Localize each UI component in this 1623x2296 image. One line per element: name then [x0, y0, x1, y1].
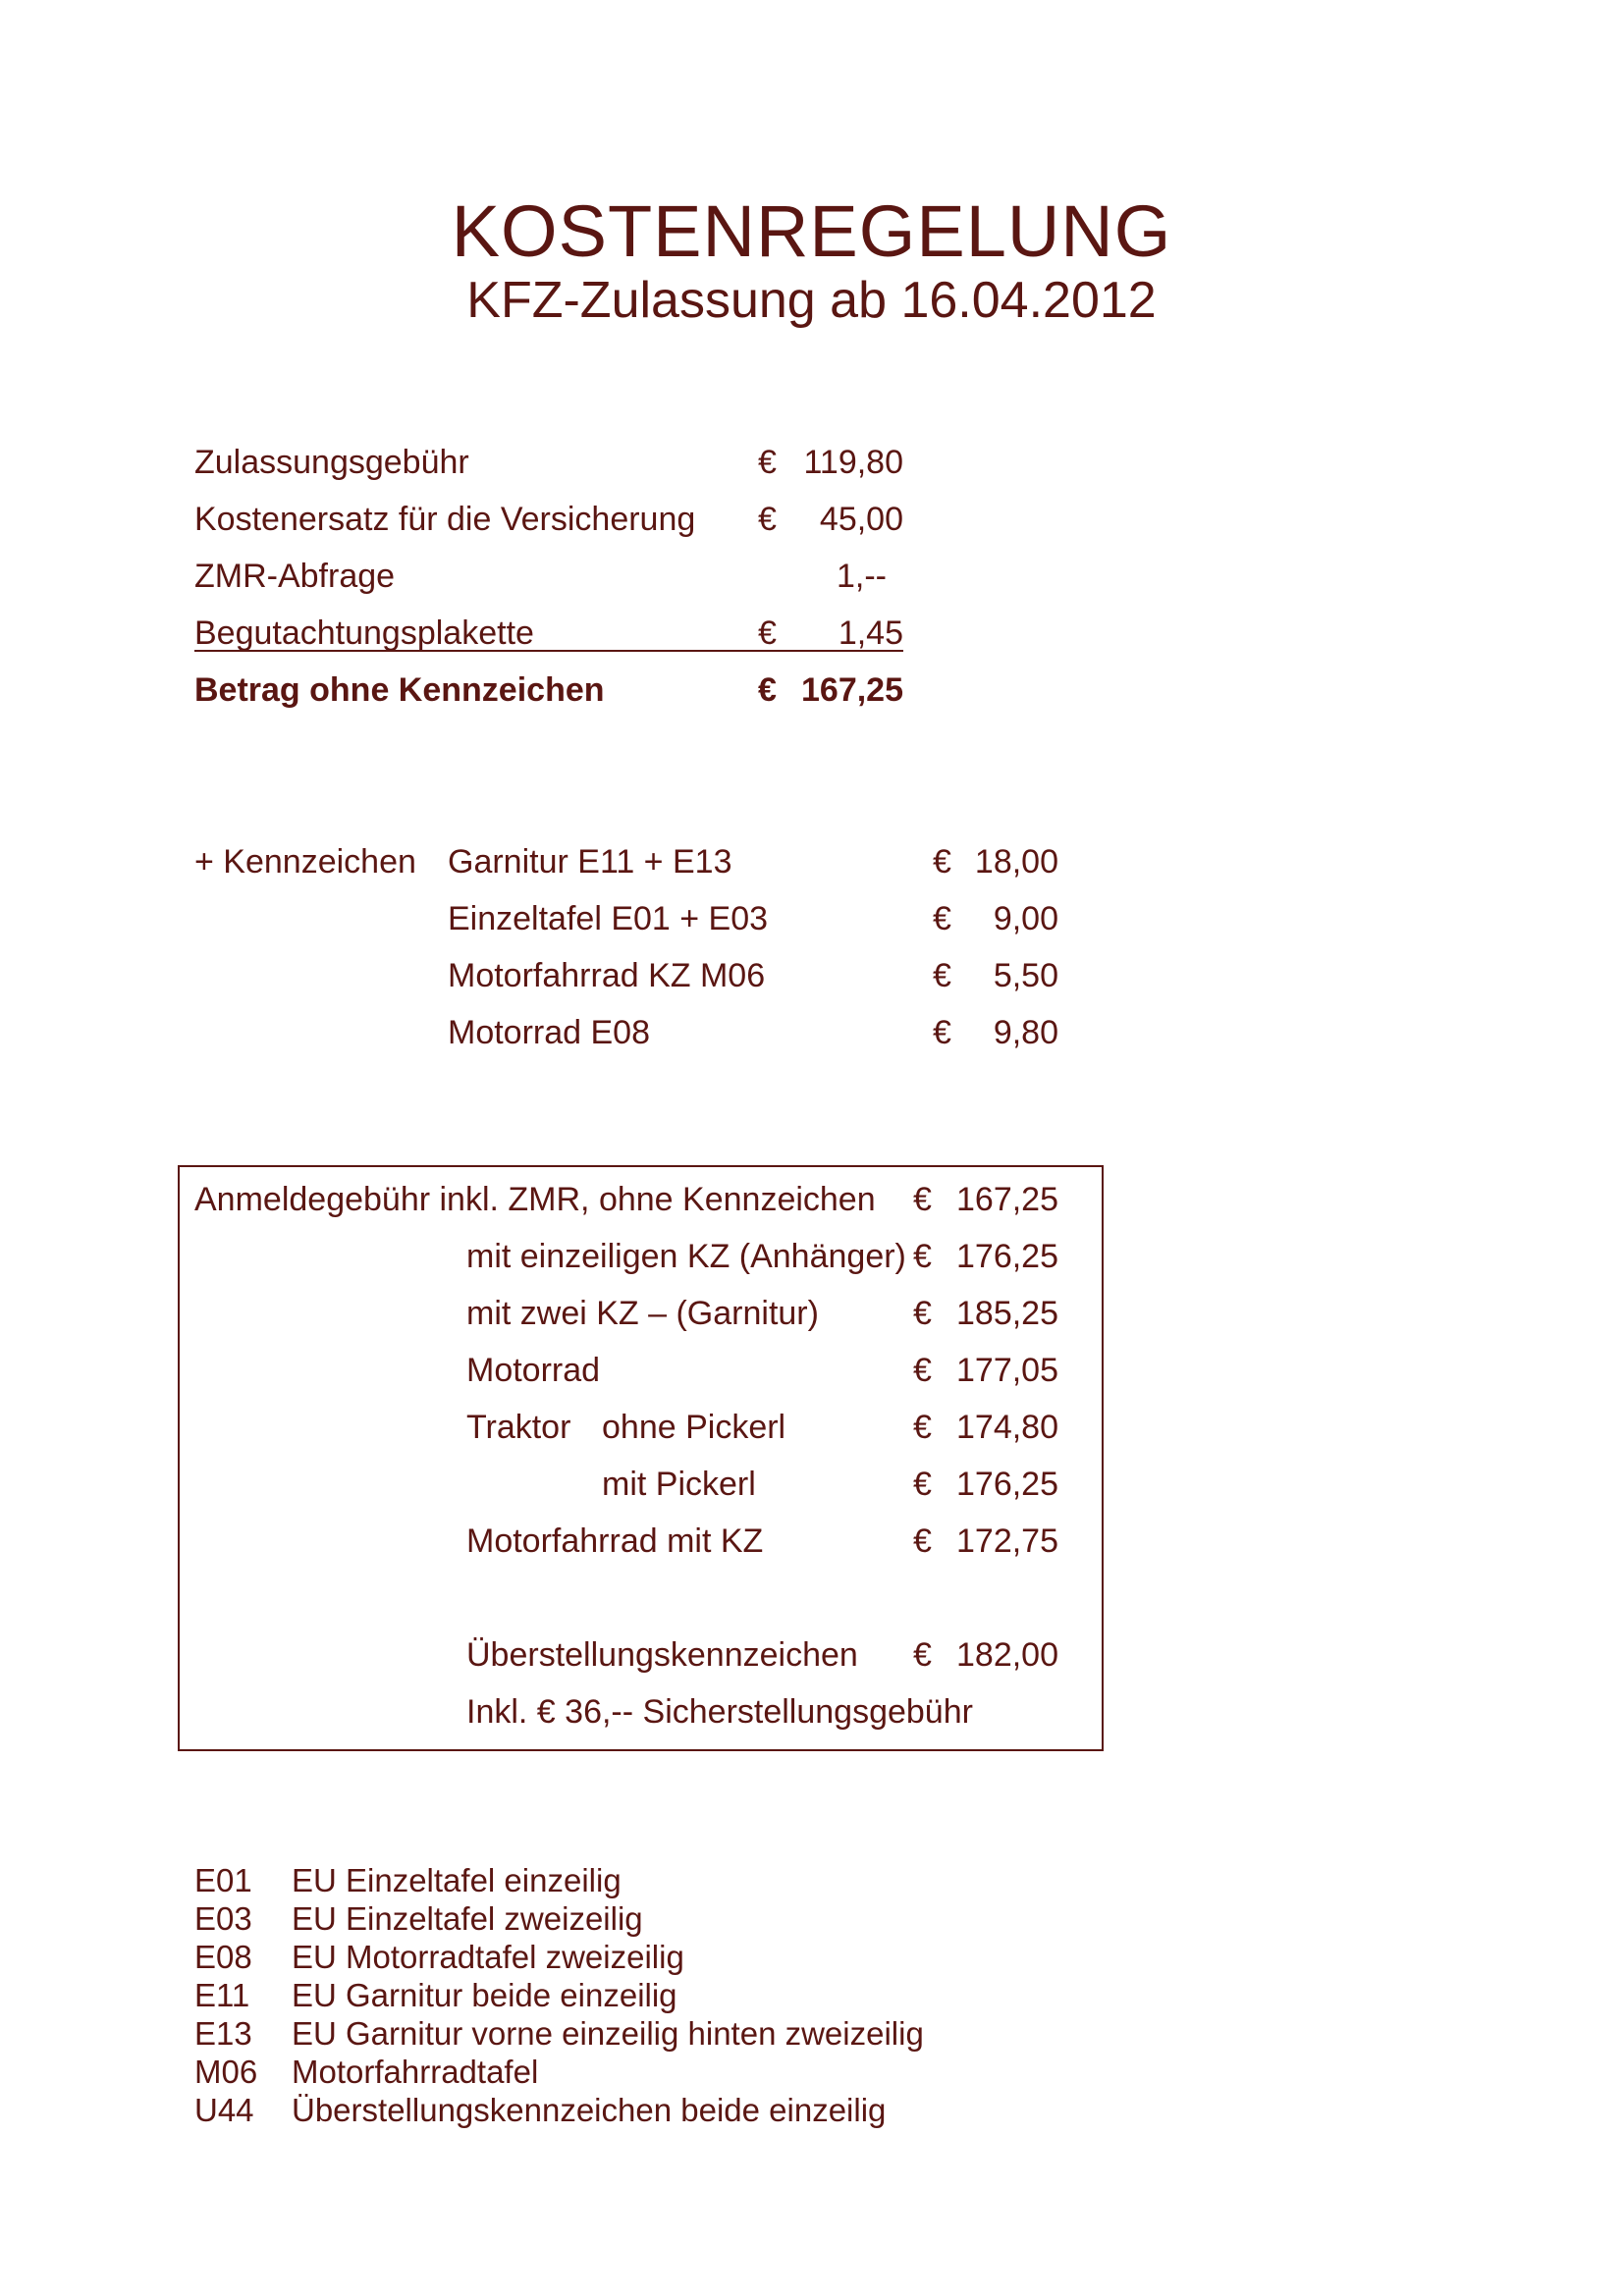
code-desc: EU Motorradtafel zweizeilig	[292, 1939, 684, 1975]
fee-label: Kostenersatz für die Versicherung	[194, 501, 696, 538]
fee-amount: 45,00	[819, 501, 903, 538]
code-id: E01	[194, 1862, 252, 1898]
plate-currency: €	[933, 957, 951, 994]
summary-label: Motorfahrrad mit KZ	[466, 1522, 764, 1560]
plate-currency: €	[933, 900, 951, 937]
fee-currency: €	[758, 501, 777, 538]
summary-label: Motorrad	[466, 1352, 601, 1389]
code-desc: Überstellungskennzeichen beide einzeilig	[292, 2092, 887, 2128]
plate-amount: 9,00	[993, 900, 1058, 937]
summary-amount: 176,25	[956, 1466, 1058, 1503]
plate-amount: 18,00	[974, 843, 1058, 881]
summary-note: Inkl. € 36,-- Sicherstellungsgebühr	[466, 1693, 973, 1731]
summary-currency: €	[913, 1466, 932, 1503]
summary-amount: 174,80	[956, 1409, 1058, 1446]
fee-currency: €	[758, 444, 777, 481]
traktor-mit-label: mit Pickerl	[602, 1466, 756, 1503]
summary-currency: €	[913, 1409, 932, 1446]
summary-currency: €	[913, 1636, 932, 1674]
fee-amount: 1,--	[837, 558, 887, 595]
code-id: E13	[194, 2015, 252, 2052]
sum-underline	[194, 650, 903, 652]
fee-currency: €	[758, 614, 777, 652]
code-id: E03	[194, 1900, 252, 1937]
plate-amount: 5,50	[993, 957, 1058, 994]
summary-currency: €	[913, 1522, 932, 1560]
summary-amount: 182,00	[956, 1636, 1058, 1674]
plate-currency: €	[933, 1014, 951, 1051]
fee-amount: 1,45	[838, 614, 903, 652]
summary-currency: €	[913, 1352, 932, 1389]
page-subtitle: KFZ-Zulassung ab 16.04.2012	[466, 272, 1157, 329]
fee-label: Begutachtungsplakette	[194, 614, 534, 652]
traktor-label: Traktor	[466, 1409, 571, 1446]
code-desc: EU Garnitur beide einzeilig	[292, 1977, 677, 2013]
summary-amount: 177,05	[956, 1352, 1058, 1389]
code-desc: EU Einzeltafel einzeilig	[292, 1862, 622, 1898]
summary-label: mit einzeiligen KZ (Anhänger)	[466, 1238, 906, 1275]
code-id: U44	[194, 2092, 254, 2128]
code-id: E11	[194, 1977, 250, 2013]
plate-amount: 9,80	[993, 1014, 1058, 1051]
plate-label: Einzeltafel E01 + E03	[448, 900, 769, 937]
plate-label: Motorrad E08	[448, 1014, 650, 1051]
code-desc: EU Einzeltafel zweizeilig	[292, 1900, 643, 1937]
fee-total-currency: €	[758, 671, 777, 709]
summary-label: Überstellungskennzeichen	[466, 1636, 858, 1674]
fee-label: Zulassungsgebühr	[194, 444, 469, 481]
summary-amount: 172,75	[956, 1522, 1058, 1560]
fee-total-amount: 167,25	[801, 671, 903, 709]
summary-currency: €	[913, 1238, 932, 1275]
page-title: KOSTENREGELUNG	[451, 190, 1172, 272]
fee-label: ZMR-Abfrage	[194, 558, 396, 595]
plate-label: Garnitur E11 + E13	[448, 843, 732, 881]
plates-prefix: + Kennzeichen	[194, 843, 416, 881]
fee-amount: 119,80	[803, 444, 903, 481]
code-desc: Motorfahrradtafel	[292, 2054, 539, 2090]
summary-label: mit zwei KZ – (Garnitur)	[466, 1295, 819, 1332]
traktor-ohne-label: ohne Pickerl	[602, 1409, 786, 1446]
summary-amount: 167,25	[956, 1181, 1058, 1218]
summary-currency: €	[913, 1181, 932, 1218]
code-desc: EU Garnitur vorne einzeilig hinten zweizeilig	[292, 2015, 924, 2052]
code-id: E08	[194, 1939, 252, 1975]
summary-amount: 176,25	[956, 1238, 1058, 1275]
plate-currency: €	[933, 843, 951, 881]
fee-total-label: Betrag ohne Kennzeichen	[194, 671, 605, 709]
summary-currency: €	[913, 1295, 932, 1332]
plate-label: Motorfahrrad KZ M06	[448, 957, 766, 994]
code-id: M06	[194, 2054, 258, 2090]
summary-label: Anmeldegebühr inkl. ZMR, ohne Kennzeichen	[194, 1181, 876, 1218]
summary-amount: 185,25	[956, 1295, 1058, 1332]
